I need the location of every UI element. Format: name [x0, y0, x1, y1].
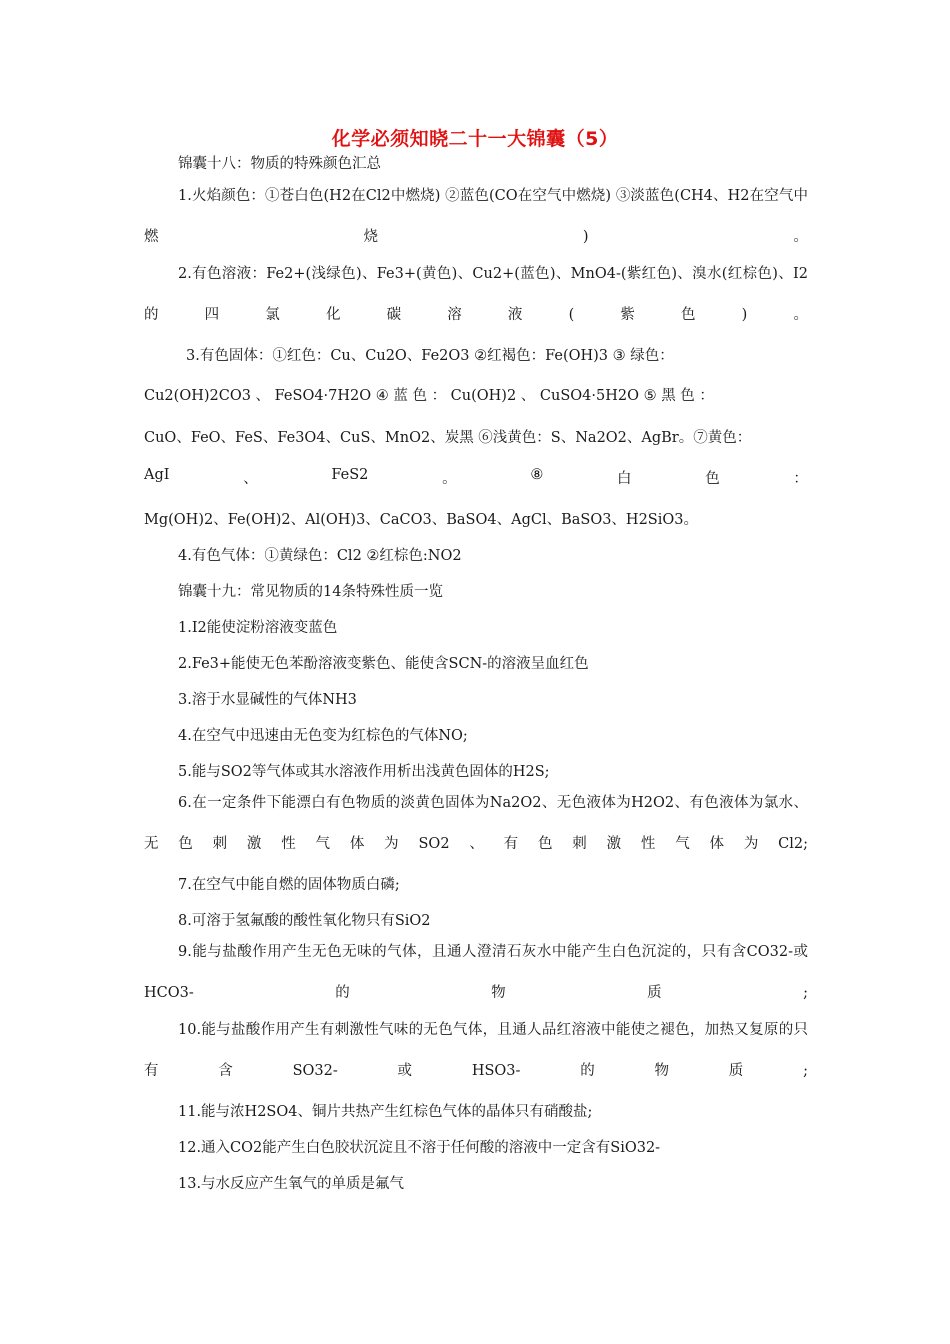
property-item: 5.能与SO2等气体或其水溶液作用析出浅黄色固体的H2S;	[178, 764, 550, 780]
property-item: 8.可溶于氢氟酸的酸性氧化物只有SiO2	[178, 913, 431, 929]
paragraph-colored-solids-line4	[144, 467, 808, 488]
document-title: 化学必须知晓二十一大锦囊（5）	[331, 128, 619, 150]
word: 、	[243, 471, 258, 487]
property-item: 13.与水反应产生氧气的单质是氟气	[178, 1176, 405, 1192]
paragraph-colored-gases: 4.有色气体：①黄绿色：Cl2 ②红棕色:NO2	[178, 548, 462, 564]
property-item: 2.Fe3+能使无色苯酚溶液变紫色、能使含SCN-的溶液呈血红色	[178, 656, 589, 672]
property-item: 11.能与浓H2SO4、铜片共热产生红棕色气体的晶体只有硝酸盐;	[178, 1104, 593, 1120]
paragraph-colored-solids-line3: CuO、FeO、FeS、Fe3O4、CuS、MnO2、炭黑 ⑥浅黄色：S、Na2O2、AgBr。⑦黄色：	[144, 430, 752, 446]
section-heading-19: 锦囊十九：常见物质的14条特殊性质一览	[178, 584, 443, 600]
property-item: 6.在一定条件下能漂白有色物质的淡黄色固体为Na2O2、无色液体为H2O2、有色液体为氯水、无色刺激性气体为SO2、有色刺激性气体为Cl2;	[144, 795, 808, 852]
paragraph-colored-solids-line1: 3.有色固体：①红色：Cu、Cu2O、Fe2O3 ②红褐色：Fe(OH)3 ③ 绿色：	[186, 348, 674, 364]
section-heading-18: 锦囊十八：物质的特殊颜色汇总	[178, 156, 381, 172]
word: ：	[793, 471, 808, 487]
word: FeS2	[331, 467, 369, 483]
word: 色	[705, 471, 720, 487]
property-item: 10.能与盐酸作用产生有刺激性气味的无色气体，且通人品红溶液中能使之褪色，加热又复原的只有含SO32-或HSO3-的物质;	[144, 1022, 808, 1079]
property-item: 12.通入CO2能产生白色胶状沉淀且不溶于任何酸的溶液中一定含有SiO32-	[178, 1140, 661, 1156]
paragraph-colored-solids-line5: Mg(OH)2、Fe(OH)2、Al(OH)3、CaCO3、BaSO4、AgCl、BaSO3、H2SiO3。	[144, 512, 698, 528]
paragraph-flame-colors: 1.火焰颜色：①苍白色(H2在Cl2中燃烧) ②蓝色(CO在空气中燃烧) ③淡蓝色(CH4、H2在空气中燃烧)。	[144, 188, 808, 245]
property-item: 7.在空气中能自燃的固体物质白磷;	[178, 877, 400, 893]
paragraph-colored-solids-line2: Cu2(OH)2CO3 、 FeSO4·7H2O ④ 蓝 色 ： Cu(OH)2 、 CuSO4·5H2O ⑤ 黑 色 ：	[144, 388, 714, 404]
word: ⑧	[530, 467, 544, 483]
property-item: 3.溶于水显碱性的气体NH3	[178, 692, 357, 708]
property-item: 9.能与盐酸作用产生无色无味的气体，且通人澄清石灰水中能产生白色沉淀的，只有含CO32-或HCO3-的物质;	[144, 944, 808, 1001]
paragraph-colored-solutions: 2.有色溶液：Fe2+(浅绿色)、Fe3+(黄色)、Cu2+(蓝色)、MnO4-(紫红色)、溴水(红棕色)、I2的四氯化碳溶液(紫色)。	[144, 266, 808, 323]
property-item: 4.在空气中迅速由无色变为红棕色的气体NO;	[178, 728, 468, 744]
word: AgI	[144, 467, 170, 483]
property-item: 1.I2能使淀粉溶液变蓝色	[178, 620, 338, 636]
word: 白	[617, 471, 632, 487]
word: 。	[442, 471, 457, 487]
